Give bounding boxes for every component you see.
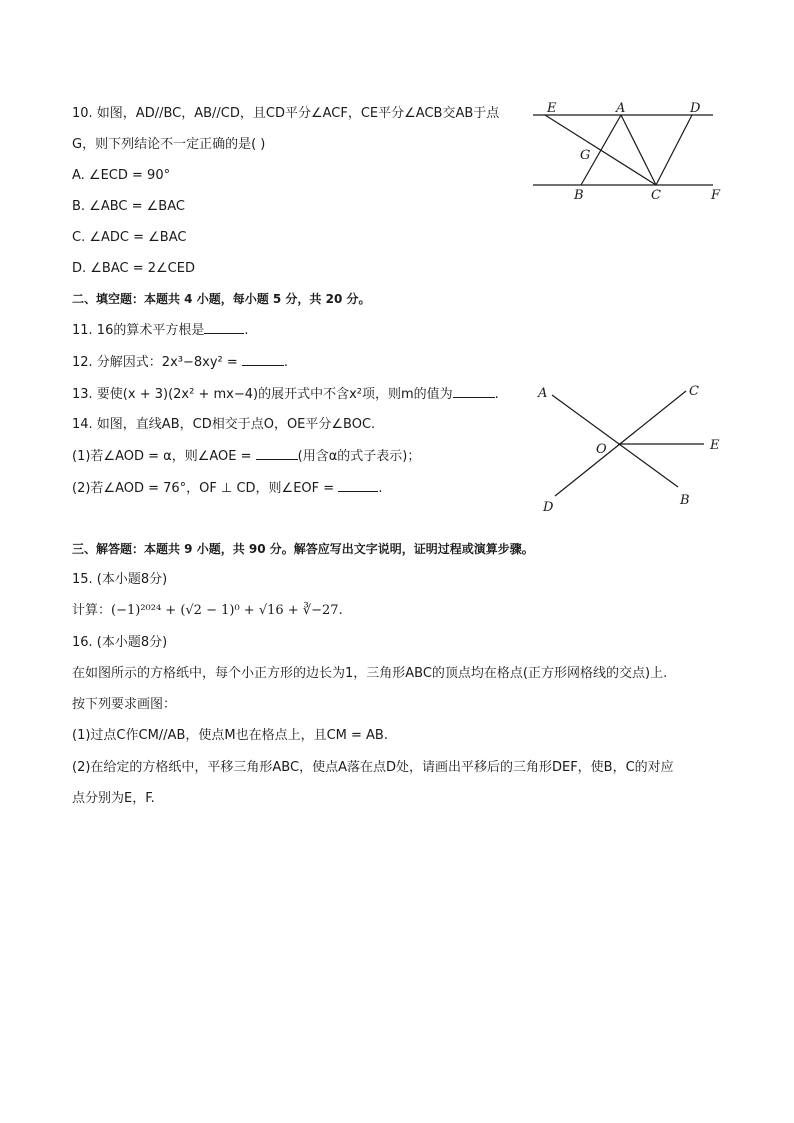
label-G: G [580, 148, 591, 163]
q15-calc [72, 602, 343, 620]
q11 [72, 321, 249, 340]
label-E: E [547, 101, 557, 116]
q14-part1-blank[interactable] [256, 447, 298, 460]
q16-line1: 在如图所示的方格纸中，每个小正方形的边长为1，三角形ABC的顶点均在格点(正方形网格线的交点)上. [72, 666, 668, 681]
label-B: B [680, 493, 690, 508]
q13 [72, 385, 499, 404]
q15-expression: (−1)²⁰²⁴ + (√2 − 1)⁰ + √16 + ∛−27. [111, 603, 343, 618]
q12-answer-blank[interactable] [242, 353, 284, 366]
q10-stem-line1: 10. 如图，AD//BC，AB//CD，且CD平分∠ACF，CE平分∠ACB交AB于点 [72, 106, 500, 121]
q14-part2-text: (2)若∠AOD = 76°，OF ⊥ CD，则∠EOF = [72, 481, 339, 496]
q15-calc-label: 计算： [72, 603, 112, 618]
q14-part2-blank[interactable] [338, 479, 378, 492]
q14-part1-b: (用含α的式子表示)； [297, 449, 421, 464]
label-O: O [596, 442, 607, 457]
q12 [72, 353, 288, 372]
q14-part2-end: . [378, 481, 383, 496]
label-E: E [710, 438, 720, 453]
label-A: A [538, 386, 548, 401]
q16-line5: 点分别为E，F. [72, 791, 155, 806]
q16-title: 16. (本小题8分) [72, 635, 168, 650]
q12-text: 12. 分解因式：2x³−8xy² = [72, 355, 242, 370]
q14-stem: 14. 如图，直线AB，CD相交于点O，OE平分∠BOC. [72, 417, 376, 432]
q16-line2: 按下列要求画图： [72, 697, 177, 712]
label-C: C [651, 188, 661, 203]
q13-end: . [494, 387, 499, 402]
q10-option-b: B. ∠ABC = ∠BAC [72, 199, 185, 214]
q10-option-d: D. ∠BAC = 2∠CED [72, 261, 195, 276]
q16-line3: (1)过点C作CM//AB，使点M也在格点上，且CM = AB. [72, 728, 388, 743]
q11-answer-blank[interactable] [204, 321, 244, 334]
q14-part2 [72, 479, 382, 498]
q10-option-a: A. ∠ECD = 90° [72, 168, 171, 183]
q14-part1-a: (1)若∠AOD = α，则∠AOE = [72, 449, 256, 464]
label-D: D [543, 500, 554, 515]
label-C: C [689, 384, 699, 399]
q15-title: 15. (本小题8分) [72, 572, 168, 587]
q10-stem-line2: G，则下列结论不一定正确的是( ) [72, 137, 266, 152]
label-F: F [711, 188, 721, 203]
section2-heading: 二、填空题：本题共 4 小题，每小题 5 分，共 20 分。 [72, 292, 371, 306]
label-D: D [690, 101, 701, 116]
q13-text: 13. 要使(x + 3)(2x² + mx−4)的展开式中不含x²项，则m的值为 [72, 387, 453, 402]
q11-text: 11. 16的算术平方根是 [72, 323, 205, 338]
section3-heading: 三、解答题：本题共 9 小题，共 90 分。解答应写出文字说明，证明过程或演算步骤。 [72, 542, 534, 556]
q10-option-c: C. ∠ADC = ∠BAC [72, 230, 187, 245]
q14-part1 [72, 447, 420, 466]
label-A: A [616, 101, 626, 116]
q14-intersecting-lines-figure [530, 378, 730, 518]
q11-end: . [244, 323, 249, 338]
q16-line4: (2)在给定的方格纸中，平移三角形ABC，使点A落在点D处，请画出平移后的三角形DEF，使B，C的对应 [72, 760, 674, 775]
q10-parallel-lines-figure [525, 96, 730, 208]
label-B: B [574, 188, 584, 203]
q12-end: . [283, 355, 289, 370]
q13-answer-blank[interactable] [453, 385, 495, 398]
